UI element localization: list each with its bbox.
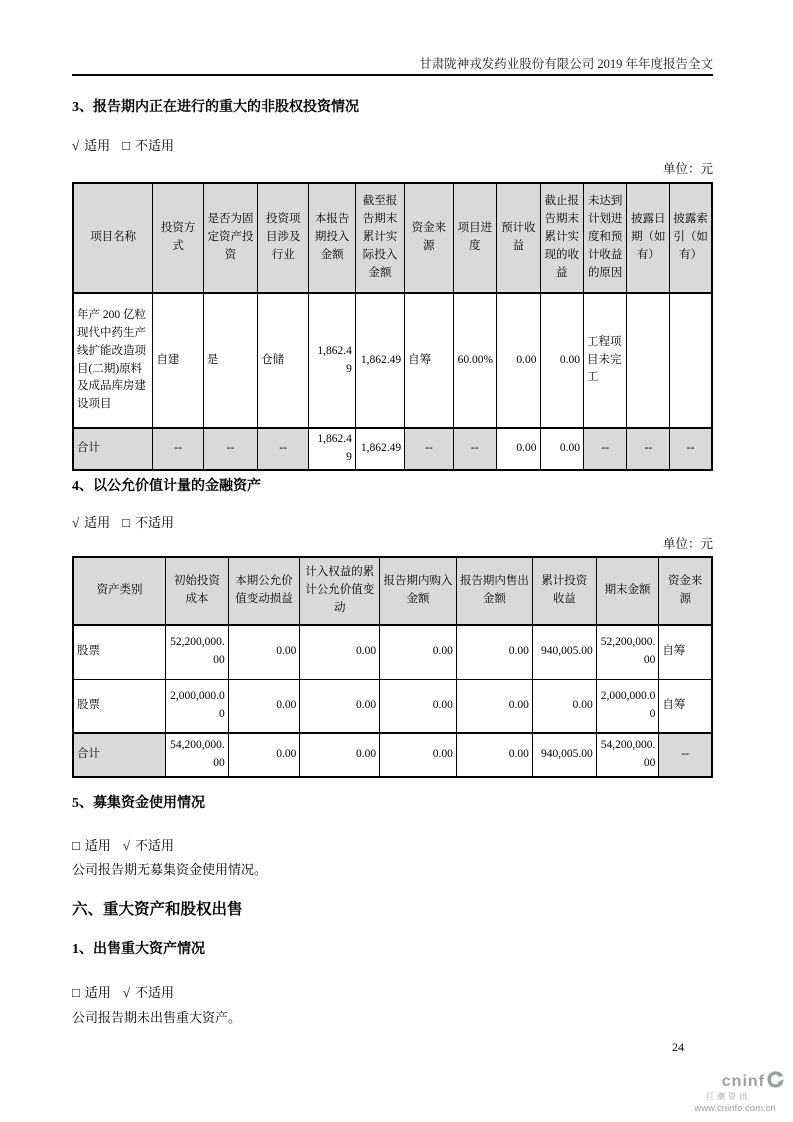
total-row — [73, 428, 712, 470]
section5-applicability-line — [72, 835, 713, 854]
column-header: 本期公允价值变动损益 — [228, 557, 300, 625]
cninfo-logo — [680, 1071, 790, 1114]
column-header: 项目进度 — [453, 183, 496, 293]
column-header: 资金来源 — [659, 557, 712, 625]
empty-box-icon: □ — [72, 838, 80, 853]
section3-unit-label: 单位：元 — [662, 162, 713, 176]
non-equity-investment-table — [72, 182, 713, 471]
total-cell: 54,200,000.00 — [596, 733, 659, 777]
table-cell — [627, 293, 670, 428]
section4-unit-label: 单位：元 — [662, 537, 713, 551]
empty-box-icon: □ — [122, 138, 131, 153]
total-cell: -- — [258, 428, 309, 470]
section5-note: 公司报告期无募集资金使用情况。 — [72, 862, 268, 877]
empty-box-icon: □ — [122, 515, 131, 530]
total-cell: 0.00 — [380, 733, 457, 777]
header-row — [73, 183, 712, 293]
empty-box-icon: □ — [72, 985, 80, 1000]
check-mark-icon: √ — [72, 515, 80, 530]
cninfo-chinese-name: 巨潮资讯 — [706, 1092, 750, 1101]
column-header: 截止报告期末累计实现的收益 — [540, 183, 583, 293]
column-header: 截至报告期末累计实际投入金额 — [355, 183, 404, 293]
total-cell: 54,200,000.00 — [166, 733, 229, 777]
table-cell: 2,000,000.00 — [166, 679, 229, 733]
table-cell: 0.00 — [228, 625, 300, 679]
total-cell: 合计 — [73, 733, 166, 777]
total-cell: 940,005.00 — [532, 733, 596, 777]
table-cell: 自筹 — [659, 679, 712, 733]
section6-1-title: 1、出售重大资产情况 — [72, 942, 205, 957]
table-cell: 0.00 — [540, 293, 583, 428]
table-cell: 60.00% — [453, 293, 496, 428]
total-cell: -- — [153, 428, 203, 470]
table-cell: 年产 200 亿粒现代中药生产线扩能改造项目(二期)原料及成品库房建设项目 — [73, 293, 153, 428]
table-cell: 1,862.49 — [309, 293, 356, 428]
document-header-title: 甘肃陇神戎发药业股份有限公司 2019 年年度报告全文 — [419, 57, 713, 71]
table-cell: 0.00 — [456, 625, 532, 679]
table-cell: 0.00 — [497, 293, 540, 428]
header-rule — [72, 74, 713, 76]
column-header: 期末金额 — [596, 557, 659, 625]
table-cell — [670, 293, 712, 428]
page-number: 24 — [672, 1040, 684, 1054]
check-mark-icon: √ — [122, 985, 131, 1000]
table-cell: 0.00 — [532, 679, 596, 733]
table-row — [73, 293, 712, 428]
not-applicable-label: 不适用 — [135, 515, 175, 530]
total-cell: -- — [659, 733, 712, 777]
cninfo-brand-text: cninf — [721, 1073, 765, 1090]
total-row — [73, 733, 712, 777]
table-cell: 1,862.49 — [355, 293, 404, 428]
total-cell: -- — [453, 428, 496, 470]
total-cell: 1,862.49 — [309, 428, 356, 470]
table-cell: 0.00 — [300, 625, 380, 679]
table-row — [73, 679, 712, 733]
column-header: 资金来源 — [405, 183, 454, 293]
section4-applicability-line — [72, 512, 713, 531]
total-cell: 1,862.49 — [355, 428, 404, 470]
table-cell: 自筹 — [659, 625, 712, 679]
section6-1-note: 公司报告期未出售重大资产。 — [72, 1010, 242, 1025]
not-applicable-label: 不适用 — [135, 138, 175, 153]
table-cell: 自筹 — [405, 293, 454, 428]
total-cell: 0.00 — [300, 733, 380, 777]
table-cell: 0.00 — [228, 679, 300, 733]
total-cell: -- — [670, 428, 712, 470]
table-cell: 0.00 — [456, 679, 532, 733]
total-cell: 0.00 — [497, 428, 540, 470]
column-header: 是否为固定资产投资 — [203, 183, 257, 293]
table-cell: 52,200,000.00 — [166, 625, 229, 679]
total-cell: -- — [583, 428, 626, 470]
table-cell: 自建 — [153, 293, 203, 428]
applicable-label: 适用 — [84, 138, 111, 153]
table-row — [73, 625, 712, 679]
column-header: 预计收益 — [497, 183, 540, 293]
table-cell: 2,000,000.00 — [596, 679, 659, 733]
table-cell: 52,200,000.00 — [596, 625, 659, 679]
applicable-label: 适用 — [84, 515, 111, 530]
column-header: 报告期内售出金额 — [456, 557, 532, 625]
table-cell: 工程项目未完工 — [583, 293, 626, 428]
section4-title: 4、以公允价值计量的金融资产 — [72, 479, 261, 494]
not-applicable-label: 不适用 — [135, 985, 175, 1000]
table-cell: 0.00 — [300, 679, 380, 733]
table-cell: 是 — [203, 293, 257, 428]
table-cell: 仓储 — [258, 293, 309, 428]
column-header: 披露索引（如有） — [670, 183, 712, 293]
section5-title: 5、募集资金使用情况 — [72, 796, 205, 811]
total-cell: 0.00 — [228, 733, 300, 777]
check-mark-icon: √ — [122, 838, 131, 853]
column-header: 未达到计划进度和预计收益的原因 — [583, 183, 626, 293]
column-header: 披露日期（如有） — [627, 183, 670, 293]
not-applicable-label: 不适用 — [135, 838, 175, 853]
table-cell: 0.00 — [380, 625, 457, 679]
fair-value-financial-assets-table — [72, 556, 713, 778]
check-mark-icon: √ — [72, 138, 80, 153]
column-header: 累计投资收益 — [532, 557, 596, 625]
column-header: 报告期内购入金额 — [380, 557, 457, 625]
total-cell: -- — [627, 428, 670, 470]
applicable-label: 适用 — [84, 985, 111, 1000]
column-header: 初始投资成本 — [166, 557, 229, 625]
section6-1-applicability-line — [72, 982, 713, 1001]
cninfo-url: www.cninfo.com.cn — [694, 1103, 776, 1114]
column-header: 投资项目涉及行业 — [258, 183, 309, 293]
table-cell: 0.00 — [380, 679, 457, 733]
total-cell: 0.00 — [456, 733, 532, 777]
total-cell: 0.00 — [540, 428, 583, 470]
total-cell: -- — [405, 428, 454, 470]
column-header: 投资方式 — [153, 183, 203, 293]
column-header: 项目名称 — [73, 183, 153, 293]
table-cell: 股票 — [73, 625, 166, 679]
table-cell: 940,005.00 — [532, 625, 596, 679]
chapter6-title: 六、重大资产和股权出售 — [72, 901, 243, 918]
column-header: 本报告期投入金额 — [309, 183, 356, 293]
header-row — [73, 557, 712, 625]
column-header: 计入权益的累计公允价值变动 — [300, 557, 380, 625]
cninfo-swirl-icon — [767, 1071, 784, 1093]
section3-applicability-line — [72, 135, 713, 154]
table-cell: 股票 — [73, 679, 166, 733]
applicable-label: 适用 — [84, 838, 111, 853]
column-header: 资产类别 — [73, 557, 166, 625]
total-cell: 合计 — [73, 428, 153, 470]
section3-title: 3、报告期内正在进行的重大的非股权投资情况 — [72, 100, 359, 115]
total-cell: -- — [203, 428, 257, 470]
